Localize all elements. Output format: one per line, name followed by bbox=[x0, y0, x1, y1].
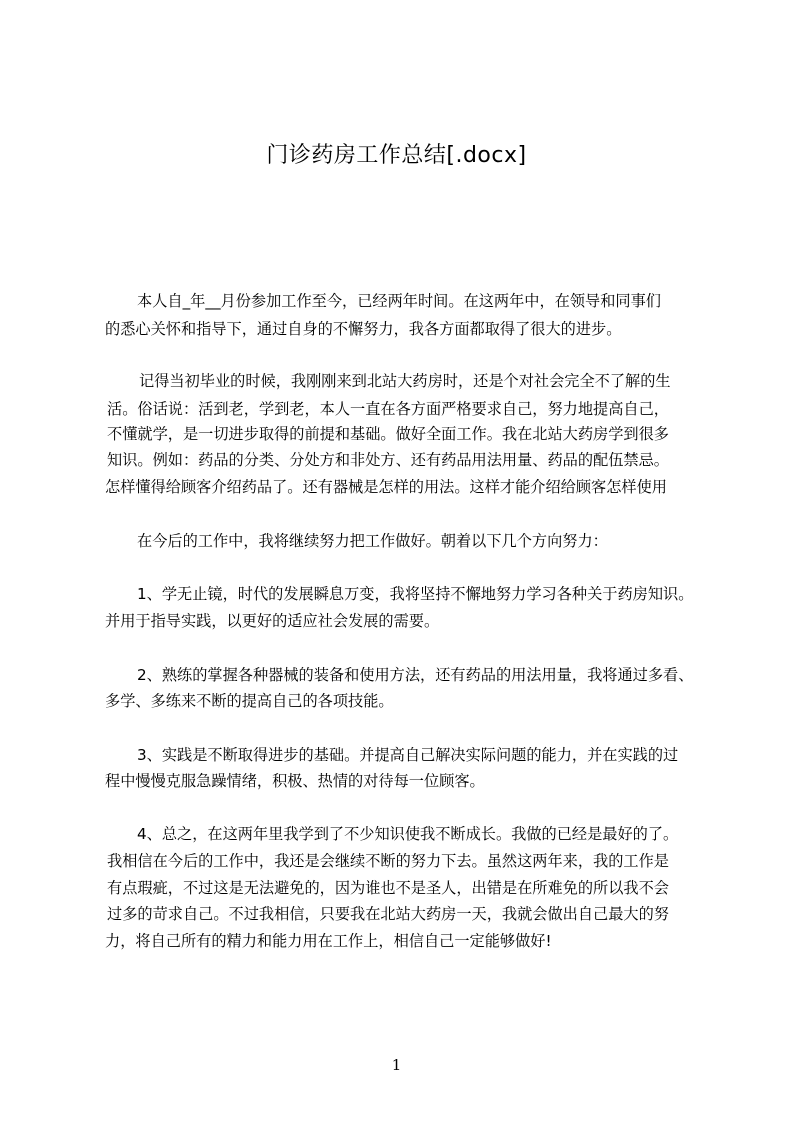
paragraph-5-line-1: 2、熟练的掌握各种器械的装备和使用方法，还有药品的用法用量，我将通过多看、 bbox=[137, 666, 694, 684]
paragraph-7-line-5: 力，将自己所有的精力和能力用在工作上，相信自己一定能够做好! bbox=[105, 932, 552, 950]
document-title: 门诊药房工作总结[.docx] bbox=[266, 143, 527, 168]
paragraph-4-line-1: 1、学无止镜，时代的发展瞬息万变，我将坚持不懈地努力学习各种关于药房知识。 bbox=[137, 585, 694, 603]
paragraph-5-line-2: 多学、多练来不断的提高自己的各项技能。 bbox=[105, 692, 394, 710]
paragraph-3-line-1: 在今后的工作中，我将继续努力把工作做好。朝着以下几个方向努力： bbox=[137, 532, 608, 550]
paragraph-2-line-2: 活。俗话说：活到老，学到老，本人一直在各方面严格要求自己，努力地提高自己， bbox=[107, 400, 669, 418]
paragraph-2-line-5: 怎样懂得给顾客介绍药品了。还有器械是怎样的用法。这样才能介绍给顾客怎样使用 bbox=[105, 478, 667, 496]
paragraph-7-line-3: 有点瑕疵，不过这是无法避免的，因为谁也不是圣人，出错是在所难免的所以我不会 bbox=[107, 879, 669, 897]
paragraph-4-line-2: 并用于指导实践，以更好的适应社会发展的需要。 bbox=[105, 612, 440, 630]
paragraph-6-line-2: 程中慢慢克服急躁情绪，积极、热情的对待每一位顾客。 bbox=[105, 772, 485, 790]
paragraph-7-line-4: 过多的苛求自己。不过我相信，只要我在北站大药房一天，我就会做出自己最大的努 bbox=[107, 905, 669, 923]
paragraph-2-line-4: 知识。例如：药品的分类、分处方和非处方、还有药品用法用量、药品的配伍禁忌。 bbox=[107, 451, 669, 469]
paragraph-6-line-1: 3、实践是不断取得进步的基础。并提高自己解决实际问题的能力，并在实践的过 bbox=[137, 746, 679, 764]
paragraph-1-line-2: 的悉心关怀和指导下，通过自身的不懈努力，我各方面都取得了很大的进步。 bbox=[105, 320, 622, 338]
paragraph-7-line-2: 我相信在今后的工作中，我还是会继续不断的努力下去。虽然这两年来，我的工作是 bbox=[107, 852, 669, 870]
paragraph-1-line-1: 本人自_年__月份参加工作至今，已经两年时间。在这两年中，在领导和同事们 bbox=[137, 292, 661, 310]
paragraph-2-line-1: 记得当初毕业的时候，我刚刚来到北站大药房时，还是个对社会完全不了解的生 bbox=[139, 372, 671, 390]
paragraph-2-line-3: 不懂就学，是一切进步取得的前提和基础。做好全面工作。我在北站大药房学到很多 bbox=[107, 425, 669, 443]
page-number: 1 bbox=[391, 1056, 402, 1074]
paragraph-7-line-1: 4、总之，在这两年里我学到了不少知识使我不断成长。我做的已经是最好的了。 bbox=[137, 825, 679, 843]
